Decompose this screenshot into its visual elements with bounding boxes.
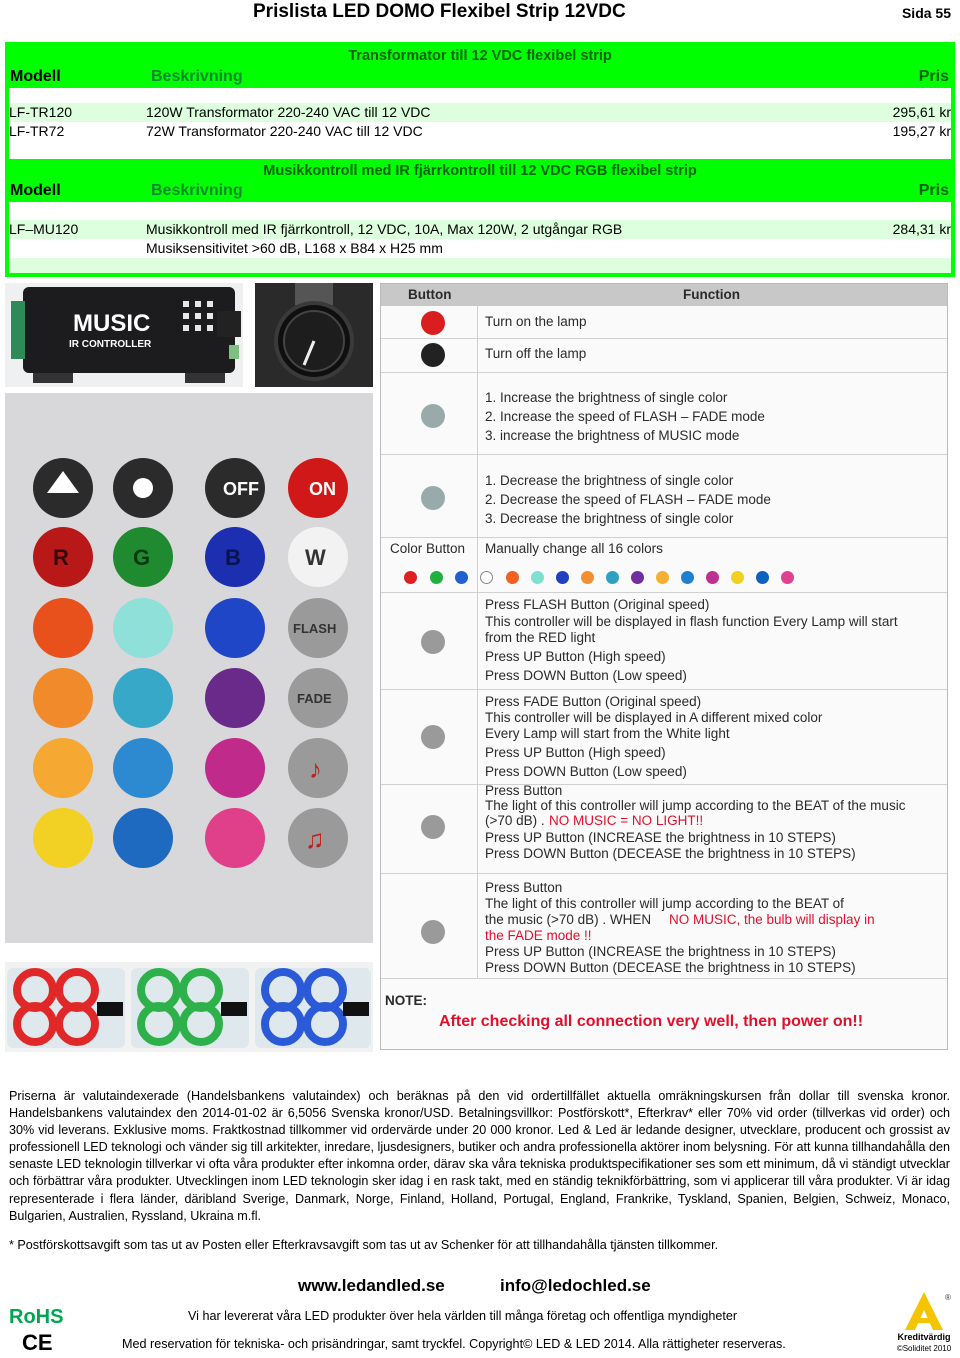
row-description: Musikkontroll med IR fjärrkontroll, 12 VDC, 10A, Max 120W, 2 utgångar RGB: [146, 221, 623, 237]
remote-flash-label: FLASH: [293, 621, 337, 636]
music2-line-3: the music (>70 dB) . WHEN: [485, 912, 652, 927]
flash-line-4: Press UP Button (High speed): [485, 649, 666, 664]
function-down-2: 2. Decrease the speed of FLASH – FADE mode: [485, 492, 771, 507]
product-table: [5, 42, 955, 277]
note-text: After checking all connection very well, then power on!!: [439, 1013, 864, 1030]
remote-w-label: W: [305, 545, 326, 570]
music2-line-4: Press UP Button (INCREASE the brightness in 10 STEPS): [485, 944, 836, 959]
remote-off-label: OFF: [223, 479, 259, 499]
function-table-image: [380, 283, 948, 1050]
flash-line-1: Press FLASH Button (Original speed): [485, 597, 710, 612]
page-title: Prislista LED DOMO Flexibel Strip 12VDC: [253, 1, 626, 22]
remote-r-label: R: [53, 545, 69, 570]
fade-line-4: Press UP Button (High speed): [485, 745, 666, 760]
table-row: [9, 103, 951, 122]
row-price: 295,61 kr: [892, 104, 951, 120]
controller-label: IR CONTROLLER: [69, 339, 152, 350]
credit-rating-badge: [893, 1290, 955, 1356]
function-on: Turn on the lamp: [485, 314, 587, 329]
remote-photo: [5, 393, 373, 943]
row-model: LF–MU120: [9, 221, 79, 237]
music1-line-2: The light of this controller will jump according to the BEAT of the music: [485, 798, 906, 813]
column-header-price: Pris: [918, 68, 949, 85]
section-title: Musikkontroll med IR fjärrkontroll till 12 VDC RGB flexibel strip: [263, 163, 697, 179]
table-row: [9, 220, 951, 239]
function-table-header: [381, 284, 947, 306]
function-off: Turn off the lamp: [485, 346, 587, 361]
svg-text:♪: ♪: [309, 754, 322, 784]
row-description: 120W Transformator 220-240 VAC till 12 VDC: [146, 104, 431, 120]
remote-g-label: G: [133, 545, 151, 570]
up-button-icon: [421, 404, 445, 428]
function-down-1: 1. Decrease the brightness of single color: [485, 473, 734, 488]
music2-line-red-2: the FADE mode !!: [485, 928, 592, 943]
svg-text:®: ®: [945, 1293, 951, 1302]
website-link[interactable]: www.ledandled.se: [298, 1276, 445, 1295]
music1-line-4: Press UP Button (INCREASE the brightness in 10 STEPS): [485, 830, 836, 845]
column-header-price: Pris: [918, 182, 949, 199]
color-button-desc: Manually change all 16 colors: [485, 541, 663, 556]
column-header-model: Modell: [10, 68, 61, 85]
fade-line-3: Every Lamp will start from the White light: [485, 726, 730, 741]
footnote: * Postförskottsavgift som tas ut av Posten eller Efterkravsavgift som tas ut av Schenker för att tillhandahålla tjänsten tillkommer.: [9, 1238, 719, 1252]
controller-photo: [5, 283, 243, 387]
flash-button-icon: [421, 630, 445, 654]
footer-line-2: Med reservation för tekniska- och prisändringar, samt tryckfel. Copyright© LED & LED 2014. Alla rättigheter reserveras.: [122, 1337, 786, 1351]
row-model: LF-TR72: [9, 123, 65, 139]
music1-line-3: (>70 dB) .: [485, 813, 545, 828]
music2-line-2: The light of this controller will jump according to the BEAT of: [485, 896, 844, 911]
music1-line-5: Press DOWN Button (DECEASE the brightness in 10 STEPS): [485, 846, 856, 861]
controller-logo: MUSIC: [73, 310, 151, 337]
column-header-description: Beskrivning: [151, 68, 243, 85]
flash-line-5: Press DOWN Button (Low speed): [485, 668, 687, 683]
music1-button-icon: [421, 815, 445, 839]
on-button-icon: [421, 311, 445, 335]
credit-sub-label: ©Soliditet 2010: [896, 1344, 952, 1353]
page-header: [0, 0, 960, 26]
column-header-description: Beskrivning: [151, 182, 243, 199]
flash-line-3: from the RED light: [485, 630, 596, 645]
table-footer-strip: [9, 258, 951, 273]
credit-label: Kreditvärdig: [897, 1332, 951, 1342]
section-header-transformer: [9, 46, 951, 88]
remote-on-label: ON: [309, 479, 336, 499]
color-button-label: Color Button: [390, 541, 466, 556]
music2-line-1: Press Button: [485, 880, 563, 895]
table-row: [9, 122, 951, 141]
function-up-1: 1. Increase the brightness of single color: [485, 390, 728, 405]
row-price: 284,31 kr: [892, 221, 951, 237]
fade-button-icon: [421, 725, 445, 749]
down-button-icon: [421, 486, 445, 510]
off-button-icon: [421, 343, 445, 367]
page-number: Sida 55: [901, 5, 951, 21]
fade-line-1: Press FADE Button (Original speed): [485, 694, 702, 709]
music1-line-red: NO MUSIC = NO LIGHT!!: [549, 813, 704, 828]
led-strips-photo: [5, 962, 373, 1052]
function-down-3: 3. Decrease the brightness of single color: [485, 511, 734, 526]
row-model: LF-TR120: [9, 104, 73, 120]
ce-mark: CE: [22, 1330, 53, 1355]
flash-line-2: This controller will be displayed in flash function Every Lamp will start: [485, 614, 898, 629]
footer-line-1: Vi har levererat våra LED produkter över hela världen till många företag och offentliga myndigheter: [188, 1309, 738, 1323]
music2-line-5: Press DOWN Button (DECEASE the brightness in 10 STEPS): [485, 960, 856, 975]
music1-line-1: Press Button: [485, 783, 563, 798]
row-description: 72W Transformator 220-240 VAC till 12 VDC: [146, 123, 423, 139]
remote-b-label: B: [225, 545, 241, 570]
note-label: NOTE:: [385, 993, 427, 1008]
section-title: Transformator till 12 VDC flexibel strip: [348, 48, 612, 64]
header-button: Button: [408, 287, 452, 302]
remote-fade-label: FADE: [297, 691, 332, 706]
row-description-line2: Musiksensitivitet >60 dB, L168 x B84 x H25 mm: [146, 240, 443, 256]
section-header-music: [9, 159, 951, 202]
knob-photo: [255, 283, 373, 387]
rohs-logo: RoHS: [9, 1306, 64, 1328]
music2-button-icon: [421, 920, 445, 944]
svg-text:♫: ♫: [305, 824, 325, 854]
function-up-3: 3. increase the brightness of MUSIC mode: [485, 428, 740, 443]
header-function: Function: [683, 287, 740, 302]
fade-line-2: This controller will be displayed in A different mixed color: [485, 710, 823, 725]
terms-paragraph: Priserna är valutaindexerade (Handelsbankens valutaindex) och beräknas på den vid ordertillfället aktuella omräkningskursen från dollar till svenska kronor. Handelsbankens valutaindex den 2014-01-02 är 6,5056 Svenska kronor/USD. Betalningsvillkor: Postförskott*, Efterkrav* eller 70% vid order (tillverkas vid order) och 30% vid leverans. Exklusive moms. Fraktkostnad tillkommer vid ordervärde under 20 000 kronor. Led & Led är ledande designer, utvecklare, producent och grossist av professionell LED teknologi och vänder sig till arkitekter, inredare, ljusdesigners, butiker och andra professionella aktörer inom belysning. För att kunna tillhandahålla den senaste LED teknologin tillverkar vi ofta våra produkter efter inkomna order, därav ska våra tekniska produktspecifikationer ses som ett minimum, då vi ständigt utvecklar och förbättrar våra produkter. Utvecklingen inom LED teknologin sker idag i en rask takt, med en ständig teknikförbättring, som vi applicerar till våra produkter. Vi är idag representerade i flera länder, däribland Sverige, Danmark, Norge, Finland, Holland, Portugal, England, Frankrike, Tyskland, Spanien, Belgien, Schweiz, Monaco, Bulgarien, Australien, Ryssland, Ukraina m.fl.: [9, 1089, 950, 1223]
function-up-2: 2. Increase the speed of FLASH – FADE mode: [485, 409, 765, 424]
music2-line-red-1: NO MUSIC, the bulb will display in: [669, 912, 875, 927]
email-link[interactable]: info@ledochled.se: [500, 1276, 651, 1295]
row-price: 195,27 kr: [892, 123, 951, 139]
column-header-model: Modell: [10, 182, 61, 199]
fade-line-5: Press DOWN Button (Low speed): [485, 764, 687, 779]
